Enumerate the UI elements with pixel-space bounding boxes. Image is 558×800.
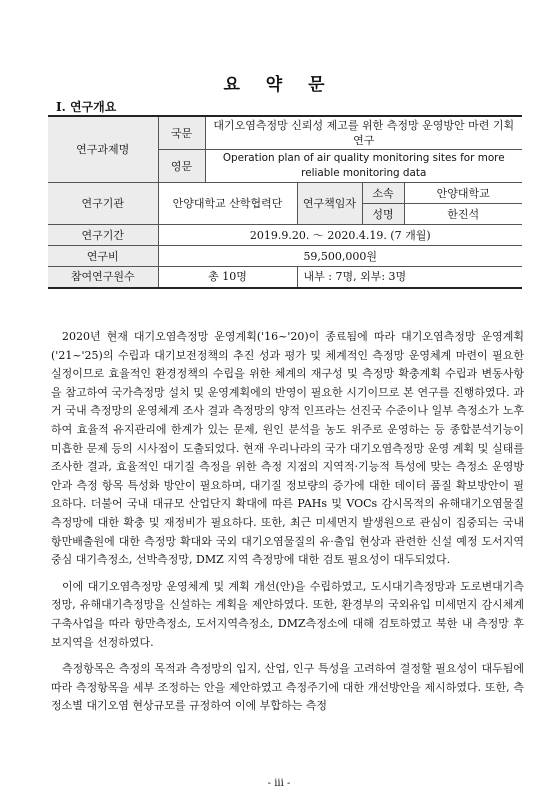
- section-heading: Ⅰ. 연구개요: [56, 100, 117, 114]
- english-label: 영문: [158, 150, 205, 183]
- institution-value: 안양대학교 산학협력단: [158, 183, 297, 225]
- english-title: Operation plan of air quality monitoring sites for more reliable monitoring data: [205, 150, 522, 183]
- korean-label: 국문: [158, 116, 205, 150]
- name-value: 한진석: [404, 204, 522, 225]
- affiliation-value: 안양대학교: [404, 183, 522, 204]
- korean-title: 대기오염측정망 신뢰성 제고를 위한 측정망 운영방안 마련 기획 연구: [205, 116, 522, 150]
- participants-label: 참여연구원수: [48, 267, 158, 288]
- paragraph-1: 2020년 현재 대기오염측정망 운영계획('16~'20)이 종료됨에 따라 대기오염측정망 운영계획('21~'25)의 수립과 대기보전정책의 추진 성과 평가 및 체계적인 측정망 운영체계 마련이 필요한 실정이므로 효율적인 환경정책의 수립을 위한 체계의 재구성 및 측정망 확충계획 수립과 변동사항을 참고하여 국가측정망 설치 및 운영계획에의 반영이 필요한 시기이므로 본 연구를 진행하였다. 과거 국내 측정망의 운영체계 조사 결과 측정망의 양적 인프라는 선진국 수준이나 일부 측정소가 노후하여 효율적 유지관리에 한계가 있는 문제, 원인 분석을 농도 위주로 운영하는 등 종합분석기능이 미흡한 문제 등의 시사점이 도출되었다. 현재 우리나라의 국가 대기오염측정망 운영 계획 및 실태를 조사한 결과, 효율적인 대기질 측정을 위한 측정 지점의 지역적·기능적 특성에 맞는 측정소 운영방안과 측정 항목 특성화 방안이 필요하며, 대기질 정보량의 증가에 대한 데이터 품질 확보방안이 필요하다. 더불어 국내 대규모 산업단지 확대에 따른 PAHs 및 VOCs 감시목적의 유해대기오염물질측정망에 대한 확충 및 재정비가 필요하다. 또한, 최근 미세먼지 발생원으로 관심이 집중되는 국내 항만배출원에 대한 측정망 확대와 국외 대기오염물질의 유·출입 현상과 관련한 신설 예정 도서지역 중심 대기측정소, 선박측정망, DMZ 지역 측정망에 대한 검토 필요성이 대두되었다.: [51, 330, 524, 567]
- paragraph-3: 측정항목은 측정의 목적과 측정망의 입지, 산업, 인구 특성을 고려하여 결정할 필요성이 대두됨에 따라 측정항목을 세부 조정하는 안을 제안하였고 측정주기에 대한 개선방안을 제시하였다. 또한, 측정소별 대기오염 현상규모를 규정하여 이에 부합하는 측정: [51, 662, 524, 713]
- affiliation-label: 소속: [362, 183, 404, 204]
- participants-breakdown: 내부 : 7명, 외부: 3명: [297, 267, 522, 288]
- institution-label: 연구기관: [48, 183, 158, 225]
- summary-body: [51, 328, 524, 724]
- project-title-label: 연구과제명: [48, 116, 158, 183]
- budget-value: 59,500,000원: [158, 246, 522, 267]
- pi-label: 연구책임자: [297, 183, 362, 225]
- period-value: 2019.9.20. ～ 2020.4.19. (7 개월): [158, 225, 522, 246]
- paragraph-2: 이에 대기오염측정망 운영체계 및 계획 개선(안)을 수립하였고, 도시대기측정망과 도로변대기측정망, 유해대기측정망을 신설하는 계획을 제안하였다. 또한, 환경부의 국외유입 미세먼지 감시체계 구축사업을 따라 항만측정소, 도서지역측정소, DMZ측정소에 대해 검토하였고 북한 내 측정망 후보지역을 선정하였다.: [51, 579, 524, 649]
- overview-table: [48, 115, 522, 289]
- page-number: - iii -: [267, 778, 291, 789]
- name-label: 성명: [362, 204, 404, 225]
- participants-total: 총 10명: [158, 267, 297, 288]
- budget-label: 연구비: [48, 246, 158, 267]
- period-label: 연구기간: [48, 225, 158, 246]
- page-title: 요 약 문: [223, 75, 335, 95]
